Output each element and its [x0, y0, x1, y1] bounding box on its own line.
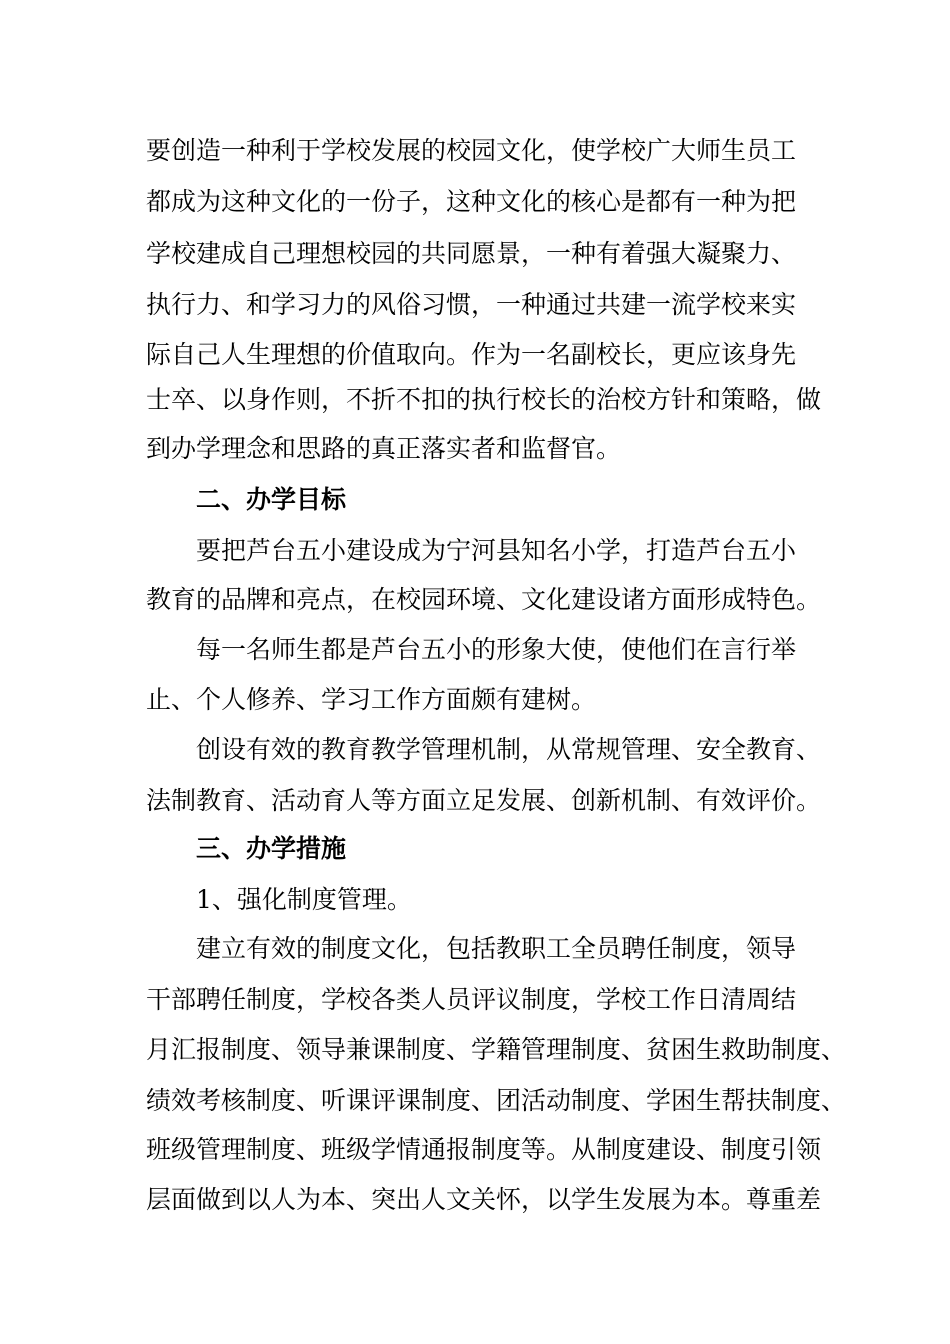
paragraph-line: 教育的品牌和亮点，在校园环境、文化建设诸方面形成特色。	[146, 585, 822, 614]
paragraph-line: 止、个人修养、学习工作方面颇有建树。	[146, 685, 597, 714]
paragraph-line: 层面做到以人为本、突出人文关怀，以学生发展为本。尊重差	[146, 1185, 822, 1214]
paragraph-line: 月汇报制度、领导兼课制度、学籍管理制度、贫困生救助制度、	[146, 1035, 847, 1064]
paragraph-line: 干部聘任制度，学校各类人员评议制度，学校工作日清周结	[146, 985, 797, 1014]
list-item-heading: 1、强化制度管理。	[196, 885, 412, 914]
paragraph-line: 都成为这种文化的一份子，这种文化的核心是都有一种为把	[146, 187, 797, 216]
paragraph-line: 际自己人生理想的价值取向。作为一名副校长，更应该身先	[146, 340, 797, 369]
paragraph-line: 执行力、和学习力的风俗习惯，一种通过共建一流学校来实	[146, 290, 797, 319]
paragraph-line: 绩效考核制度、听课评课制度、团活动制度、学困生帮扶制度、	[146, 1086, 847, 1115]
paragraph-line: 到办学理念和思路的真正落实者和监督官。	[146, 434, 622, 463]
paragraph-line: 建立有效的制度文化，包括教职工全员聘任制度，领导	[196, 934, 797, 963]
paragraph-line: 班级管理制度、班级学情通报制度等。从制度建设、制度引领	[146, 1135, 822, 1164]
paragraph-line: 要创造一种利于学校发展的校园文化，使学校广大师生员工	[146, 136, 797, 165]
paragraph-line: 要把芦台五小建设成为宁河县知名小学，打造芦台五小	[196, 536, 797, 565]
paragraph-line: 法制教育、活动育人等方面立足发展、创新机制、有效评价。	[146, 786, 822, 815]
paragraph-line: 每一名师生都是芦台五小的形象大使，使他们在言行举	[196, 635, 797, 664]
paragraph-line: 士卒、以身作则，不折不扣的执行校长的治校方针和策略，做	[146, 385, 822, 414]
paragraph-line: 创设有效的教育教学管理机制，从常规管理、安全教育、	[196, 735, 822, 764]
section-heading: 三、办学措施	[196, 834, 347, 863]
section-heading: 二、办学目标	[196, 485, 347, 514]
paragraph-line: 学校建成自己理想校园的共同愿景，一种有着强大凝聚力、	[146, 239, 797, 268]
